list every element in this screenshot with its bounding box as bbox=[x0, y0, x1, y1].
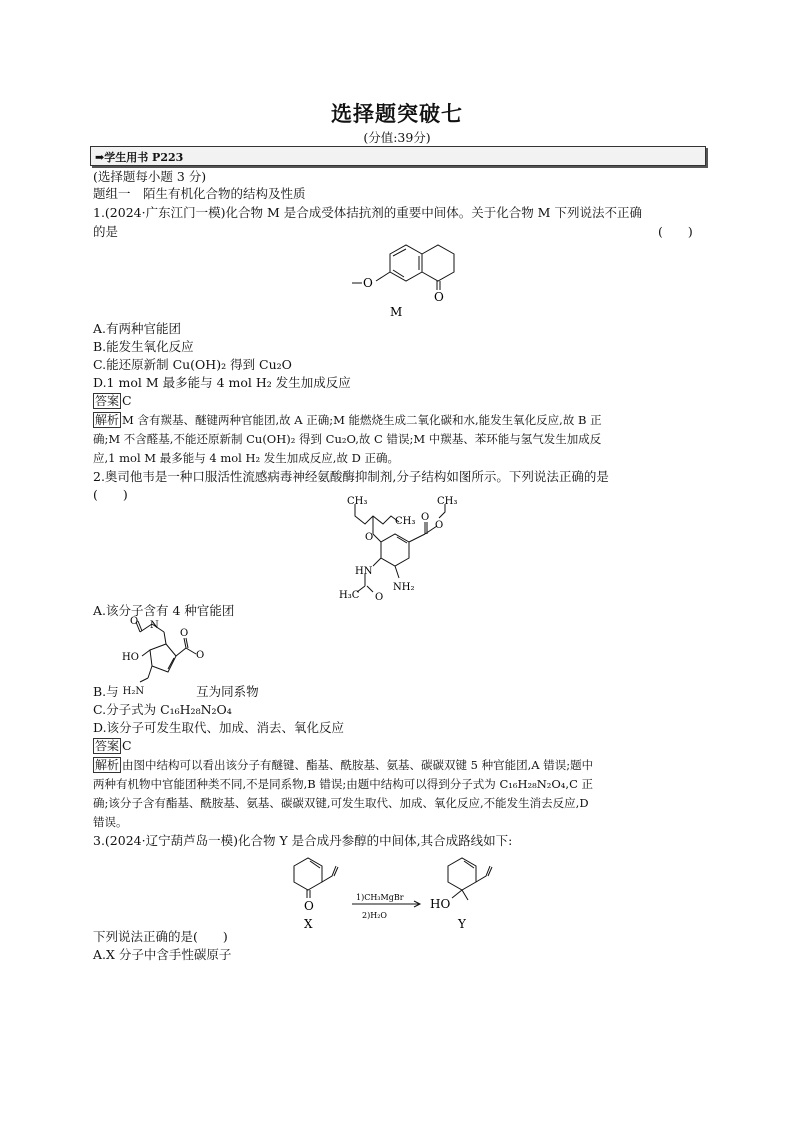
q1-option-d: D.1 mol M 最多能与 4 mol H₂ 发生加成反应 bbox=[93, 375, 351, 390]
q2-option-a: A.该分子含有 4 种官能团 bbox=[93, 603, 235, 618]
page-title: 选择题突破七 bbox=[331, 102, 463, 126]
scoring-note: (选择题每小题 3 分) bbox=[93, 169, 207, 184]
student-book-bar bbox=[90, 146, 706, 166]
q1-mol-ome-label: O bbox=[363, 276, 373, 290]
score-subtitle: (分值:39分) bbox=[363, 130, 431, 145]
q2-answer-paren: ( ) bbox=[93, 487, 128, 502]
q1-mol-o-label: O bbox=[434, 290, 444, 304]
q2-hn: HN bbox=[355, 566, 373, 577]
q2-option-b-pre: B.与 bbox=[93, 684, 119, 699]
q2-ch3-b: CH₃ bbox=[395, 516, 416, 527]
q2b-ho: HO bbox=[122, 652, 139, 663]
q3-x-o: O bbox=[304, 899, 314, 913]
q1-option-b: B.能发生氧化反应 bbox=[93, 339, 194, 354]
q2b-n: N bbox=[150, 620, 159, 631]
q1-stem-line1: 1.(2024·广东江门一模)化合物 M 是合成受体拮抗剂的重要中间体。关于化合物 M 下列说法不正确 bbox=[93, 205, 642, 220]
group-heading: 题组一 陌生有机化合物的结构及性质 bbox=[93, 186, 306, 201]
q1-answer-value: C bbox=[122, 393, 132, 408]
q1-mol-label: M bbox=[390, 305, 403, 319]
q1-explanation bbox=[93, 411, 703, 468]
q2-expl-line3: 确;该分子含有酯基、酰胺基、氨基、碳碳双键,可发生取代、加成、氧化反应,不能发生消去反应,D bbox=[93, 796, 589, 810]
q2-nh2: NH₂ bbox=[393, 582, 415, 593]
q1-stem-line2: 的是 bbox=[93, 224, 119, 239]
q1-expl-line2: 确;M 不含醛基,不能还原新制 Cu(OH)₂ 得到 Cu₂O,故 C 错误;M 中羰基、苯环能与氢气发生加成反 bbox=[93, 432, 602, 446]
q2-answer-tag: 答案 bbox=[95, 739, 120, 753]
q3-reaction-scheme bbox=[280, 846, 540, 930]
q2-answer-value: C bbox=[122, 738, 132, 753]
q2-o-ester: O bbox=[435, 520, 444, 531]
q2-expl-line4: 错误。 bbox=[93, 815, 128, 829]
q3-stem-line1: 3.(2024·辽宁葫芦岛一模)化合物 Y 是合成丹参醇的中间体,其合成路线如下: bbox=[93, 833, 513, 848]
q1-answer-paren: ( ) bbox=[658, 224, 693, 239]
q2-answer bbox=[93, 738, 132, 754]
student-book-label: ➡学生用书 P223 bbox=[95, 151, 184, 164]
q2b-o3: O bbox=[196, 650, 205, 661]
q2-explanation bbox=[93, 756, 703, 832]
q3-option-a: A.X 分子中含手性碳原子 bbox=[93, 947, 232, 962]
q2-option-b-molecule bbox=[112, 616, 212, 686]
q2-option-b bbox=[93, 684, 259, 700]
q3-x-label: X bbox=[304, 917, 313, 930]
q2-ch3-a: CH₃ bbox=[347, 496, 368, 507]
q3-y-label: Y bbox=[458, 917, 466, 930]
q2-option-b-h2n: H₂N bbox=[122, 686, 145, 697]
q2-option-c: C.分子式为 C₁₆H₂₈N₂O₄ bbox=[93, 702, 232, 717]
q2-expl-tag: 解析 bbox=[95, 758, 120, 772]
q1-option-a: A.有两种官能团 bbox=[93, 321, 182, 336]
q1-answer bbox=[93, 393, 132, 409]
q2-expl-line1: 由图中结构可以看出该分子有醚键、酯基、酰胺基、氨基、碳碳双键 5 种官能团,A 错误;题中 bbox=[122, 758, 594, 772]
q2-molecule-oseltamivir bbox=[335, 494, 465, 606]
q3-stem-line2: 下列说法正确的是( ) bbox=[93, 929, 228, 944]
q2-stem-line1: 2.奥司他韦是一种口服活性流感病毒神经氨酸酶抑制剂,分子结构如图所示。下列说法正确的是 bbox=[93, 469, 609, 484]
q2-ch3-c: CH₃ bbox=[437, 496, 458, 507]
q3-y-ho: HO bbox=[430, 897, 451, 911]
q1-option-c: C.能还原新制 Cu(OH)₂ 得到 Cu₂O bbox=[93, 357, 292, 372]
q1-answer-tag: 答案 bbox=[95, 394, 120, 408]
q2-o-amide: O bbox=[375, 592, 384, 603]
q2-expl-line2: 两种有机物中官能团种类不同,不是同系物,B 错误;由题中结构可以得到分子式为 C₁₆H₂₈N₂O₄,C 正 bbox=[93, 777, 594, 791]
q2b-o2: O bbox=[180, 628, 189, 639]
q2-o-ether: O bbox=[365, 532, 374, 543]
q1-molecule-m bbox=[340, 238, 470, 322]
q2-option-d: D.该分子可发生取代、加成、消去、氧化反应 bbox=[93, 720, 345, 735]
q2b-o1: O bbox=[130, 616, 139, 627]
q1-expl-tag: 解析 bbox=[95, 413, 120, 427]
q1-expl-line1: M 含有羰基、醚键两种官能团,故 A 正确;M 能燃烧生成二氧化碳和水,能发生氧化反应,故 B 正 bbox=[122, 413, 602, 427]
q2-o-carbonyl: O bbox=[421, 512, 430, 523]
q3-condition-2: 2)H₂O bbox=[362, 911, 387, 920]
q1-expl-line3: 应,1 mol M 最多能与 4 mol H₂ 发生加成反应,故 D 正确。 bbox=[93, 451, 399, 465]
q2-option-b-post: 互为同系物 bbox=[196, 684, 259, 699]
q2-h3c: H₃C bbox=[339, 590, 360, 601]
q3-condition-1: 1)CH₃MgBr bbox=[356, 893, 404, 902]
